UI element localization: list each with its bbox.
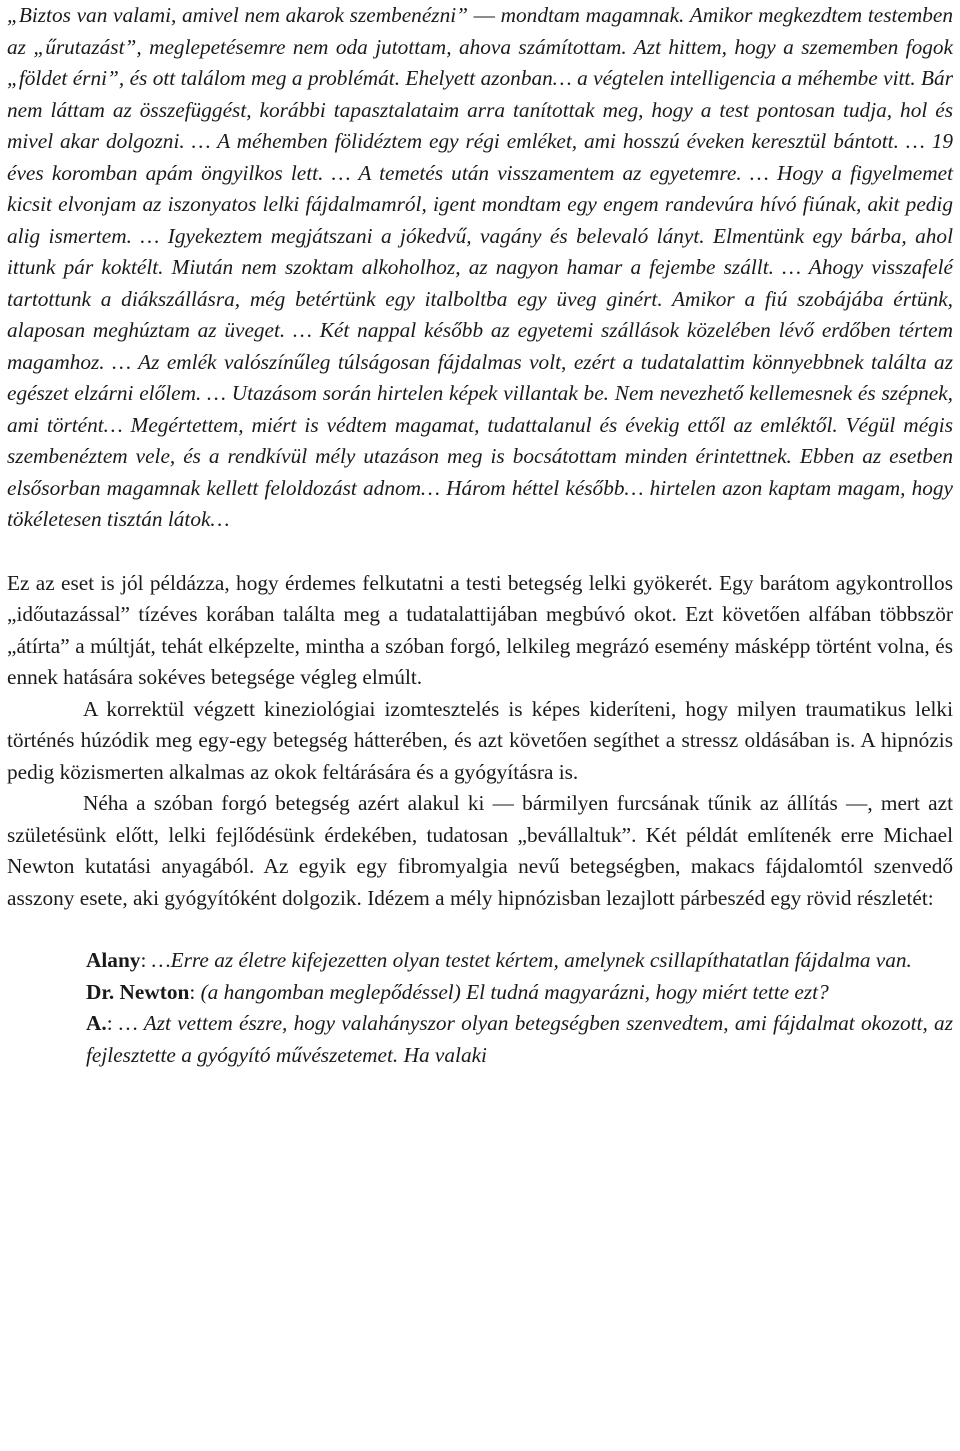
dialogue-text: …Erre az életre kifejezetten olyan testet kértem, amelynek csillapíthatatlan fájdalma van. [146,948,912,972]
dialogue-line-2 [86,977,953,1009]
italic-quote-passage: „Biztos van valami, amivel nem akarok szembenézni” ― mondtam magamnak. Amikor megkezdtem testemben az „űrutazást”, meglepetésemre nem oda jutottam, ahova számítottam. Azt hittem, hogy a szememben fogok „földet érni”, és ott találom meg a problémát. Ehelyett azonban… a végtelen intelligencia a méhembe vitt. Bár nem láttam az összefüggést, korábbi tapasztalataim arra tanítottak meg, hogy a test pontosan tudja, hol és mivel akar dolgozni. … A méhemben fölidéztem egy régi emléket, ami hosszú éveken keresztül bántott. … 19 éves koromban apám öngyilkos lett. … A temetés után visszamentem az egyetemre. … Hogy a figyelmemet kicsit elvonjam az iszonyatos lelki fájdalmamról, igent mondtam egy engem randevúra hívó fiúnak, akit pedig alig ismertem. … Igyekeztem megjátszani a jókedvű, vagány és belevaló lányt. Elmentünk egy bárba, ahol ittunk pár koktélt. Miután nem szoktam alkoholhoz, az nagyon hamar a fejembe szállt. … Ahogy visszafelé tartottunk a diákszállásra, még betértünk egy italboltba egy üveg ginért. Amikor a fiú szobájába értünk, alaposan meghúztam az üveget. … Két nappal később az egyetemi szállások közelében lévő erdőben tértem magamhoz. … Az emlék valószínűleg túlságosan fájdalmas volt, ezért a tudatalattim könnyebbnek találta az egészet elzárni előlem. … Utazásom során hirtelen képek villantak be. Nem nevezhető kellemesnek és szépnek, ami történt… Megértettem, miért is védtem magamat, tudattalanul és évekig ettől az emléktől. Végül mégis szembenéztem vele, és a rendkívül mély utazáson meg is bocsátottam minden érintettnek. Ebben az esetben elsősorban magamnak kellett feloldozást adnom… Három héttel később… hirtelen azon kaptam magam, hogy tökéletesen tisztán látok… [7,3,953,531]
speaker-colon: : [106,1011,113,1035]
dialogue-text: … Azt vettem észre, hogy valahányszor olyan betegségben szenvedtem, ami fájdalmat okozott, az fejlesztette a gyógyító művészetemet. Ha valaki [86,1011,953,1067]
document-page [7,0,953,1071]
paragraph-3: Néha a szóban forgó betegség azért alakul ki ― bármilyen furcsának tűnik az állítás ―, mert azt születésünk előtt, lelki fejlődésünk érdekében, tudatosan „bevállaltuk”. Két példát említenék erre Michael Newton kutatási anyagából. Az egyik egy fibromyalgia nevű betegségben, makacs fájdalomtól szenvedő asszony esete, aki gyógyítóként dolgozik. Idézem a mély hipnózisban lezajlott párbeszéd egy rövid részletét: [7,791,953,910]
speaker-colon: : [189,979,196,1004]
hypnosis-dialogue [7,945,953,1071]
dialogue-text: (a hangomban meglepődéssel) El tudná magyarázni, hogy miért tette ezt? [195,979,829,1004]
paragraph-1: Ez az eset is jól példázza, hogy érdemes felkutatni a testi betegség lelki gyökerét. Egy barátom agykontrollos „időutazással” tízéves korában találta meg a tudatalattijában megbúvó okot. Ezt követően alfában többször „átírta” a múltját, tehát elképzelte, mintha a szóban forgó, lelkileg megrázó esemény másképp történt volna, és ennek hatására sokéves betegsége végleg elmúlt. [7,570,953,689]
paragraph-2: A korrektül végzett kineziológiai izomtesztelés is képes kideríteni, hogy milyen traumatikus lelki történés húzódik meg egy-egy betegség hátterében, és azt követően segíthet a stressz oldásában is. A hipnózis pedig közismerten alkalmas az okok feltárására és a gyógyításra is. [7,696,953,784]
dialogue-line-3 [86,1008,953,1071]
speaker-name: A. [86,1011,107,1035]
speaker-name: Dr. Newton [86,979,190,1004]
speaker-colon: : [140,948,147,972]
speaker-name: Alany [86,948,141,972]
dialogue-line-1 [86,945,953,977]
